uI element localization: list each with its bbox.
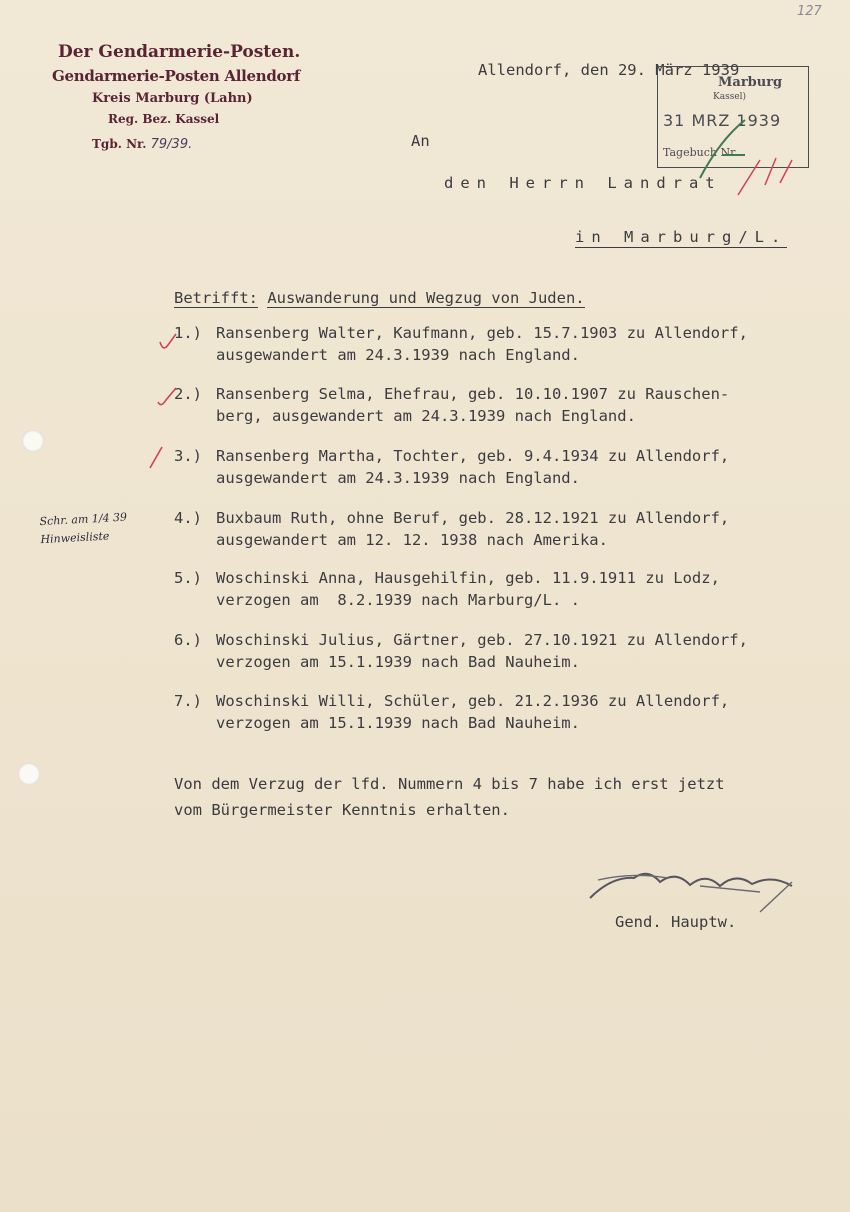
item-line-1: Ransenberg Martha, Tochter, geb. 9.4.1934 zu Allendorf, xyxy=(216,447,730,465)
check-mark-1 xyxy=(160,334,176,348)
stamp-line-2: Kassel) xyxy=(713,92,747,102)
letterhead-line-4: Reg. Bez. Kassel xyxy=(108,112,220,126)
check-mark-2 xyxy=(158,388,176,405)
item-number: 4.) xyxy=(174,509,202,527)
closing-line-1: Von dem Verzug der lfd. Nummern 4 bis 7 habe ich erst jetzt xyxy=(174,775,725,793)
item-number: 1.) xyxy=(174,324,202,342)
item-line-1: Woschinski Willi, Schüler, geb. 21.2.1936 zu Allendorf, xyxy=(216,692,730,710)
item-number: 3.) xyxy=(174,447,202,465)
item-number: 2.) xyxy=(174,385,202,403)
closing-line-2: vom Bürgermeister Kenntnis erhalten. xyxy=(174,801,510,819)
margin-note-line-2: Hinweisliste xyxy=(40,529,110,547)
letterhead-line-1: Der Gendarmerie-Posten. xyxy=(58,42,301,62)
stamp-line-4: Tagebuch Nr. xyxy=(663,146,738,159)
recipient-an: An xyxy=(411,132,430,150)
journal-number-label: Tgb. Nr. xyxy=(92,137,147,151)
check-mark-3 xyxy=(150,447,162,468)
signature-scribble xyxy=(590,874,792,912)
journal-number-value: 79/39. xyxy=(150,137,193,152)
letterhead-line-3: Kreis Marburg (Lahn) xyxy=(92,91,253,106)
stamp-date: 31 MRZ 1939 xyxy=(663,111,782,130)
dateline: Allendorf, den 29. März 1939 xyxy=(478,61,740,79)
recipient-place: in Marburg/L. xyxy=(575,228,788,246)
item-line-2: ausgewandert am 24.3.1939 nach England. xyxy=(216,346,580,364)
green-initial xyxy=(700,120,745,178)
item-line-1: Buxbaum Ruth, ohne Beruf, geb. 28.12.1921 zu Allendorf, xyxy=(216,509,730,527)
item-line-1: Ransenberg Walter, Kaufmann, geb. 15.7.1903 zu Allendorf, xyxy=(216,324,748,342)
item-line-1: Ransenberg Selma, Ehefrau, geb. 10.10.1907 zu Rauschen- xyxy=(216,385,730,403)
subject-text: Auswanderung und Wegzug von Juden. xyxy=(267,289,585,307)
recipient-title: den Herrn Landrat xyxy=(444,174,722,192)
item-line-1: Woschinski Anna, Hausgehilfin, geb. 11.9.1911 zu Lodz, xyxy=(216,569,720,587)
item-number: 7.) xyxy=(174,692,202,710)
item-line-2: verzogen am 15.1.1939 nach Bad Nauheim. xyxy=(216,653,580,671)
item-line-1: Woschinski Julius, Gärtner, geb. 27.10.1921 zu Allendorf, xyxy=(216,631,748,649)
margin-note-line-1: Schr. am 1/4 39 xyxy=(39,510,128,529)
item-line-2: verzogen am 15.1.1939 nach Bad Nauheim. xyxy=(216,714,580,732)
stamp-line-1: Marburg xyxy=(718,75,783,90)
item-number: 6.) xyxy=(174,631,202,649)
archive-number: 127 xyxy=(797,4,822,19)
item-line-2: ausgewandert am 12. 12. 1938 nach Amerika. xyxy=(216,531,608,549)
item-number: 5.) xyxy=(174,569,202,587)
letterhead-line-2: Gendarmerie-Posten Allendorf xyxy=(52,67,301,85)
signer-rank: Gend. Hauptw. xyxy=(615,913,737,931)
item-line-2: ausgewandert am 24.3.1939 nach England. xyxy=(216,469,580,487)
red-paraph xyxy=(738,158,792,195)
subject-label: Betrifft: xyxy=(174,289,258,307)
item-line-2: berg, ausgewandert am 24.3.1939 nach England. xyxy=(216,407,636,425)
item-line-2: verzogen am 8.2.1939 nach Marburg/L. . xyxy=(216,591,580,609)
